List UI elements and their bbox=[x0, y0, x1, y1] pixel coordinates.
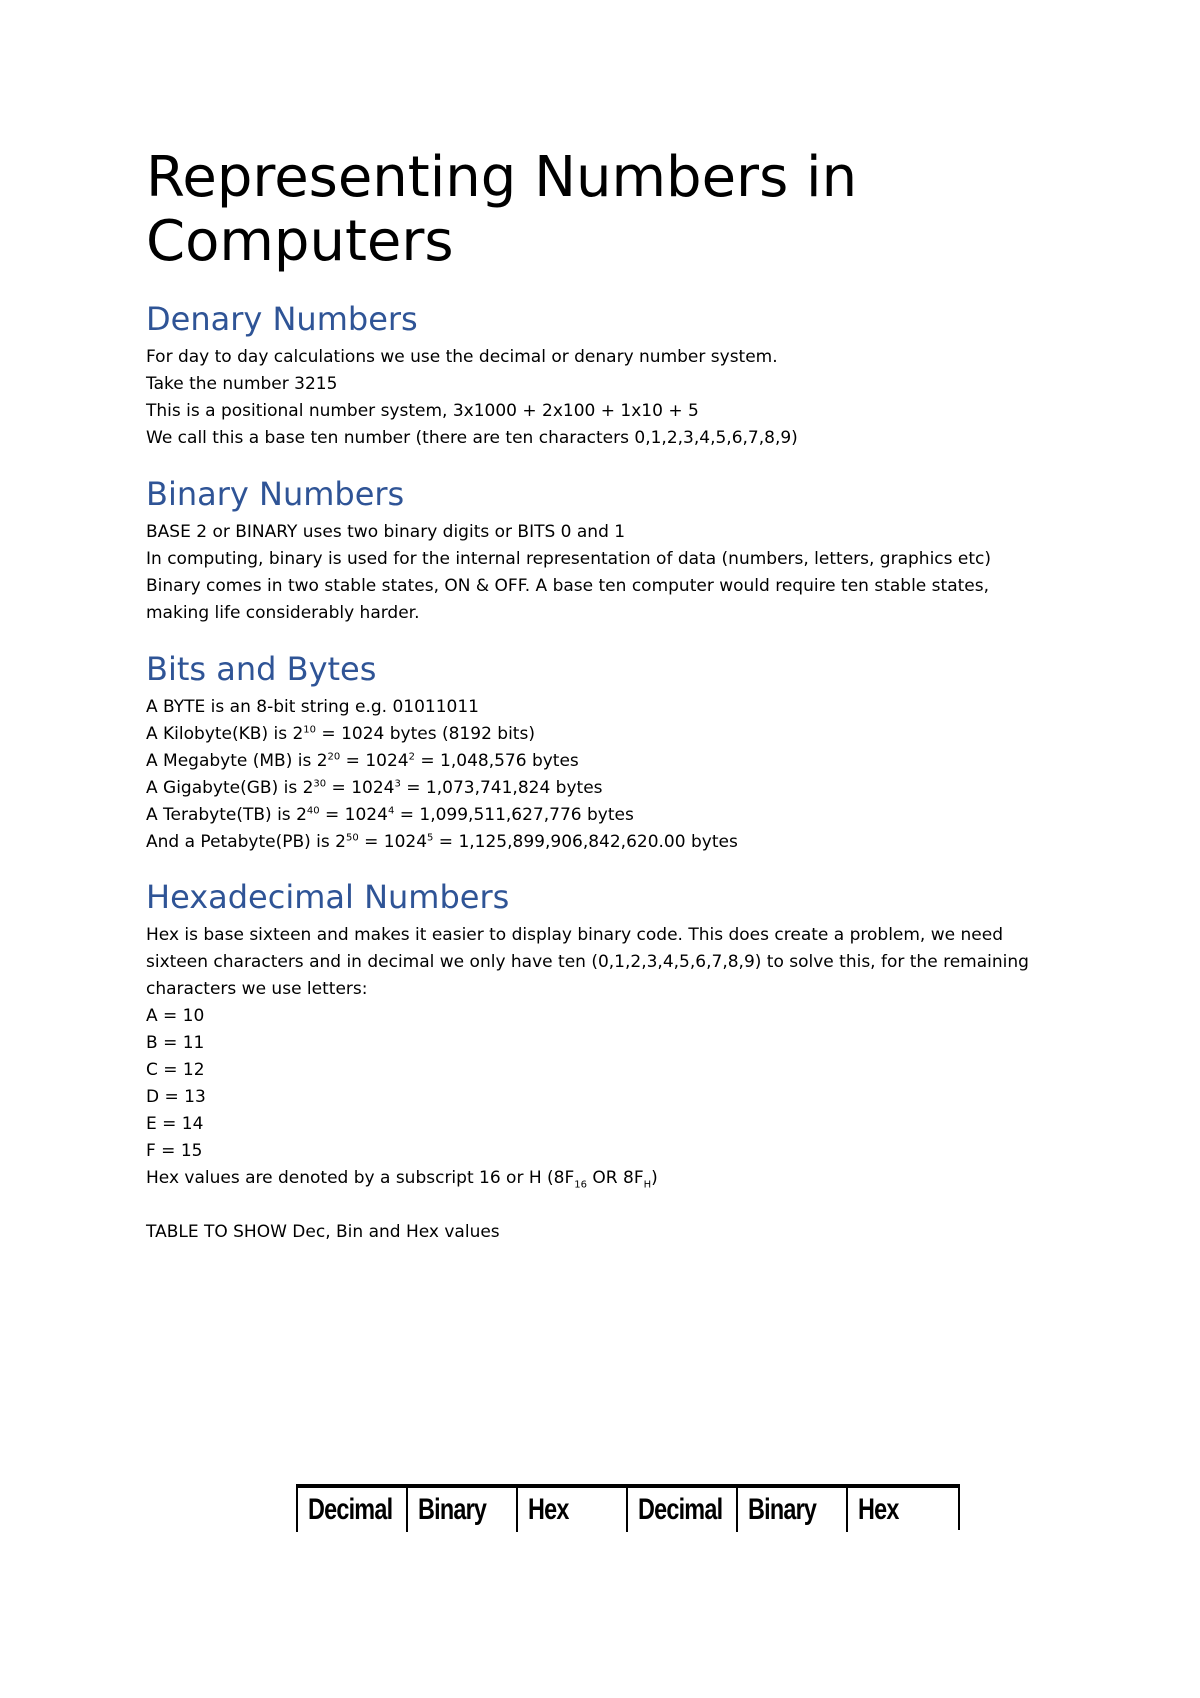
binary-line-3: Binary comes in two stable states, ON & OFF. A base ten computer would require ten stable states, making life considerably harder. bbox=[146, 576, 989, 623]
hex-heading: Hexadecimal Numbers bbox=[146, 878, 510, 916]
table-header-hex-1: Hex bbox=[516, 1488, 626, 1532]
hex-letter-c: C = 12 bbox=[146, 1060, 205, 1080]
denary-section bbox=[146, 300, 1046, 452]
binary-line-2: In computing, binary is used for the internal representation of data (numbers, letters, graphics etc) bbox=[146, 549, 992, 569]
bytes-section bbox=[146, 650, 1046, 856]
terabyte-line: A Terabyte(TB) is $2^{40} = 1024^4 = 1,099,511,627,776$ bytes bbox=[146, 805, 634, 825]
table-right-border bbox=[958, 1484, 960, 1530]
number-table-header bbox=[296, 1484, 958, 1534]
table-header-hex-2: Hex bbox=[846, 1488, 956, 1532]
hex-section bbox=[146, 878, 1046, 1246]
hex-letter-a: A = 10 bbox=[146, 1006, 205, 1026]
hex-intro: Hex is base sixteen and makes it easier to display binary code. This does create a problem, we need sixteen characters and in decimal we only have ten (0,1,2,3,4,5,6,7,8,9) to solve this, for the remaining characters we use letters: bbox=[146, 925, 1029, 999]
denary-line-1: For day to day calculations we use the decimal or denary number system. bbox=[146, 347, 778, 367]
denary-line-2: Take the number 3215 bbox=[146, 374, 338, 394]
hex-letter-d: D = 13 bbox=[146, 1087, 206, 1107]
binary-line-1: BASE 2 or BINARY uses two binary digits or BITS 0 and 1 bbox=[146, 522, 626, 542]
table-header-binary-1: Binary bbox=[406, 1488, 516, 1532]
hex-denote-line: Hex values are denoted by a subscript 16 or H ($8F_{16}$ OR $8F_H$) bbox=[146, 1168, 658, 1191]
bytes-heading: Bits and Bytes bbox=[146, 650, 377, 688]
gigabyte-line: A Gigabyte(GB) is $2^{30} = 1024^3 = 1,073,741,824$ bytes bbox=[146, 778, 603, 798]
byte-definition: A BYTE is an 8-bit string e.g. 01011011 bbox=[146, 697, 479, 717]
petabyte-line: And a Petabyte(PB) is $2^{50} = 1024^5 = 1,125,899,906,842,620.00$ bytes bbox=[146, 832, 738, 852]
hex-letter-e: E = 14 bbox=[146, 1114, 204, 1134]
megabyte-line: A Megabyte (MB) is $2^{20} = 1024^2 = 1,048,576$ bytes bbox=[146, 751, 579, 771]
kilobyte-line: A Kilobyte(KB) is $2^{10} = 1024$ bytes (8192 bits) bbox=[146, 724, 535, 744]
binary-heading: Binary Numbers bbox=[146, 475, 405, 513]
table-header-decimal-1: Decimal bbox=[296, 1488, 406, 1532]
denary-heading: Denary Numbers bbox=[146, 300, 418, 338]
denary-line-4: We call this a base ten number (there are ten characters 0,1,2,3,4,5,6,7,8,9) bbox=[146, 428, 798, 448]
denary-line-3: This is a positional number system, 3x1000 + 2x100 + 1x10 + 5 bbox=[146, 401, 699, 421]
table-header-binary-2: Binary bbox=[736, 1488, 846, 1532]
table-header-decimal-2: Decimal bbox=[626, 1488, 736, 1532]
hex-letter-b: B = 11 bbox=[146, 1033, 205, 1053]
binary-section bbox=[146, 475, 1046, 627]
document-title: Representing Numbers in Computers bbox=[146, 145, 858, 274]
hex-letter-f: F = 15 bbox=[146, 1141, 203, 1161]
table-caption: TABLE TO SHOW Dec, Bin and Hex values bbox=[146, 1222, 500, 1242]
